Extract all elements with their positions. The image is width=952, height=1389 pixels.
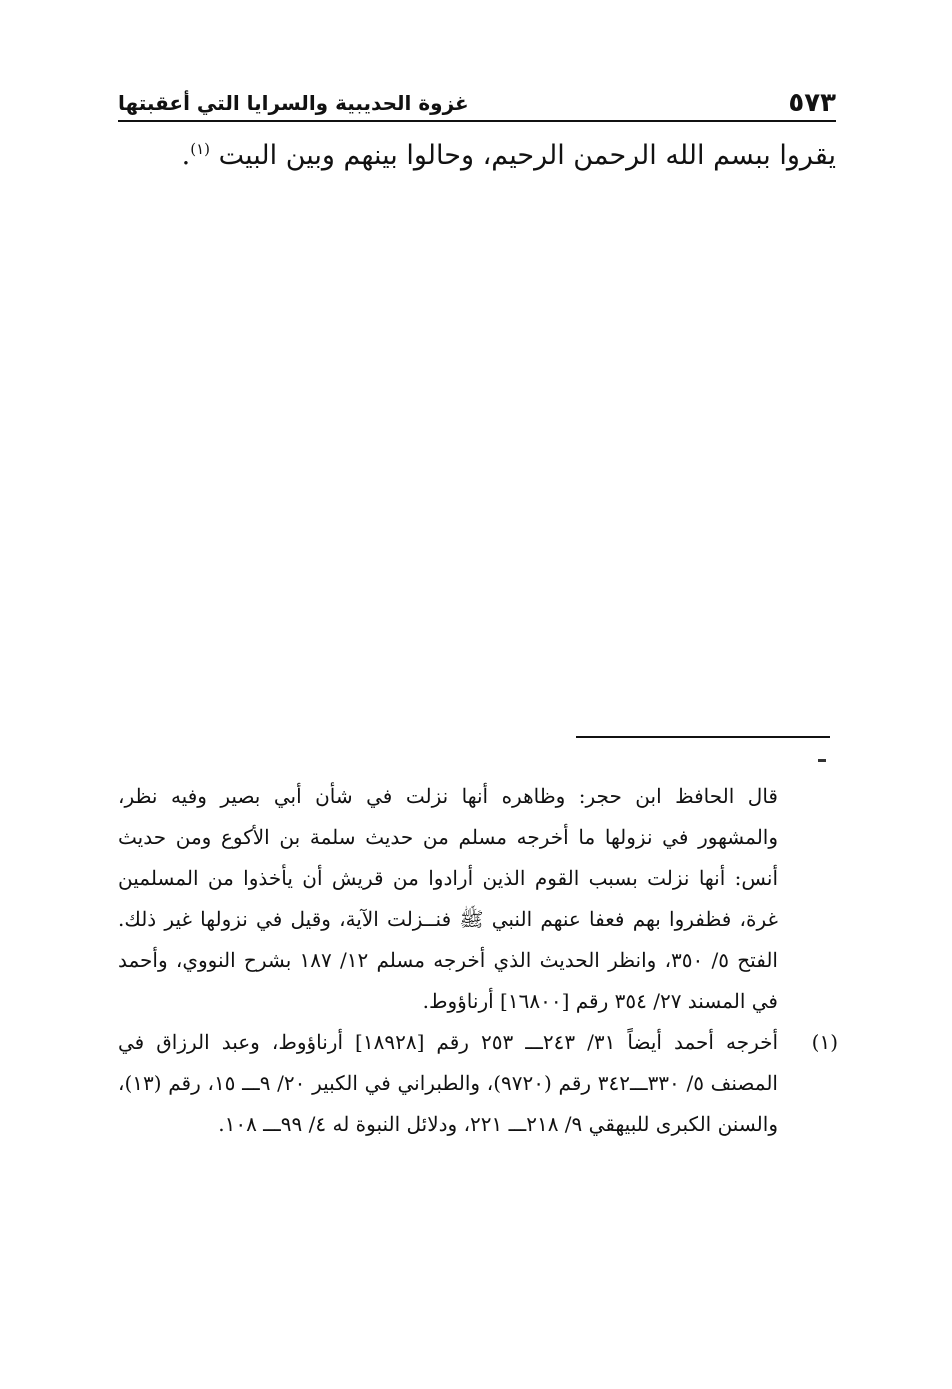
separator-mark [818,759,826,762]
footnote-reference: (١) [190,140,210,158]
footnote-separator [576,736,830,738]
main-text [118,134,836,178]
main-text-end: . [181,140,191,171]
footnote-text: أخرجه أحمد أيضاً ٣١/ ٢٤٣ـــ ٢٥٣ رقم [١٨٩٢٨] أرناؤوط، وعبد الرزاق في المصنف ٥/ ٣٣٠ـــ٣٤٢ رقم (٩٧٢٠)، والطبراني في الكبير ٢٠/ ٩ـــ ١٥، رقم (١٣)، والسنن الكبرى للبيهقي ٩/ ٢١٨ـــ ٢٢١، ودلائل النبوة له ٤/ ٩٩ـــ ١٠٨. [118,1030,779,1136]
running-header [118,86,836,122]
main-text-line: يقروا ببسم الله الرحمن الرحيم، وحالوا بينهم وبين البيت [218,140,836,171]
footnotes-section [118,776,838,1145]
footnote-number: (١) [811,1030,838,1054]
footnote-continuation: قال الحافظ ابن حجر: وظاهره أنها نزلت في شأن أبي بصير وفيه نظر، والمشهور في نزولها ما أخرجه مسلم من حديث سلمة بن الأكوع ومن حديث أنس: أنها نزلت بسبب القوم الذين أرادوا من قريش أن يأخذوا من المسلمين غرة، فظفروا بهم فعفا عنهم النبي ﷺ فنــزلت الآية، وقيل في نزولها غير ذلك. الفتح ٥/ ٣٥٠، وانظر الحديث الذي أخرجه مسلم ١٢/ ١٨٧ بشرح النووي، وأحمد في المسند ٢٧/ ٣٥٤ رقم [١٦٨٠٠] أرناؤوط. [118,784,778,1013]
chapter-title: غزوة الحديبية والسرايا التي أعقبتها [118,91,469,115]
footnote-1 [118,1022,838,1145]
page-number: ٥٧٣ [788,88,836,118]
